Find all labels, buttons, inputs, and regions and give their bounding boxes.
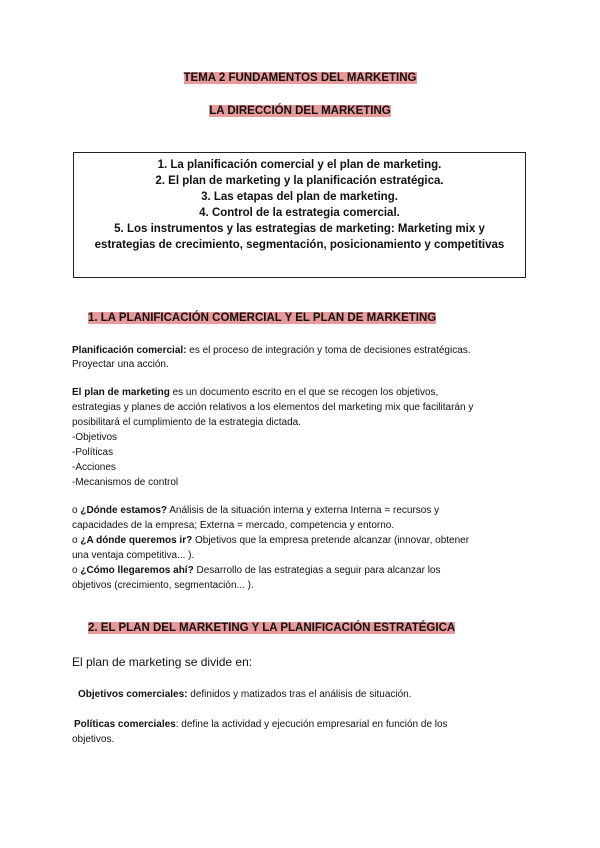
question-3: o ¿Cómo llegaremos ahí? Desarrollo de las estrategias a seguir para alcanzar los [72,565,441,576]
list-item: -Objetivos [72,432,118,443]
question-3-line2: objetivos (crecimiento, segmentación... ). [72,580,254,591]
toc-item-5-line1: 5. Los instrumentos y las estrategias de marketing: Marketing mix y [114,223,485,235]
objetivos-comerciales: Objetivos comerciales: definidos y matizados tras el análisis de situación. [78,689,412,700]
question-1: o ¿Dónde estamos? Análisis de la situación interna y externa Interna = recursos y [72,505,440,516]
list-item: -Mecanismos de control [72,477,179,488]
toc-item-5-line2: estrategias de crecimiento, segmentación, posicionamiento y competitivas [94,239,505,251]
section-2-heading: 2. EL PLAN DEL MARKETING Y LA PLANIFICACIÓN ESTRATÉGICA [88,622,456,634]
question-1-line2: capacidades de la empresa; Externa = mercado, competencia y entorno. [72,520,395,531]
question-2: o ¿A dónde queremos ir? Objetivos que la empresa pretende alcanzar (innovar, obtener [72,535,470,546]
section-2-intro: El plan de marketing se divide en: [72,655,253,669]
page-subtitle: LA DIRECCIÓN DEL MARKETING [209,105,391,117]
toc-item-1: 1. La planificación comercial y el plan de marketing. [157,159,442,171]
definition-plan-marketing: El plan de marketing es un documento escrito en el que se recogen los objetivos, [72,387,439,398]
toc-item-4: 4. Control de la estrategia comercial. [199,207,400,219]
definition-plan-marketing-line2: estrategias y planes de acción relativos a los elementos del marketing mix que facilitarán y [72,402,474,413]
definition-planificacion: Planificación comercial: es el proceso de integración y toma de decisiones estratégicas. [72,345,471,356]
list-item: -Políticas [72,447,114,458]
politicas-comerciales-line2: objetivos. [72,734,115,745]
section-1-heading: 1. LA PLANIFICACIÓN COMERCIAL Y EL PLAN DE MARKETING [88,312,437,324]
definition-plan-marketing-line3: posibilitará el cumplimiento de la estrategia dictada. [72,417,302,428]
toc-item-3: 3. Las etapas del plan de marketing. [201,191,398,203]
page-title: TEMA 2 FUNDAMENTOS DEL MARKETING [183,72,417,84]
list-item: -Acciones [72,462,116,473]
question-2-line2: una ventaja competitiva... ). [72,550,195,561]
politicas-comerciales: Políticas comerciales: define la actividad y ejecución empresarial en función de los [74,719,448,730]
definition-planificacion-line2: Proyectar una acción. [72,359,169,370]
toc-item-2: 2. El plan de marketing y la planificación estratégica. [155,175,444,187]
